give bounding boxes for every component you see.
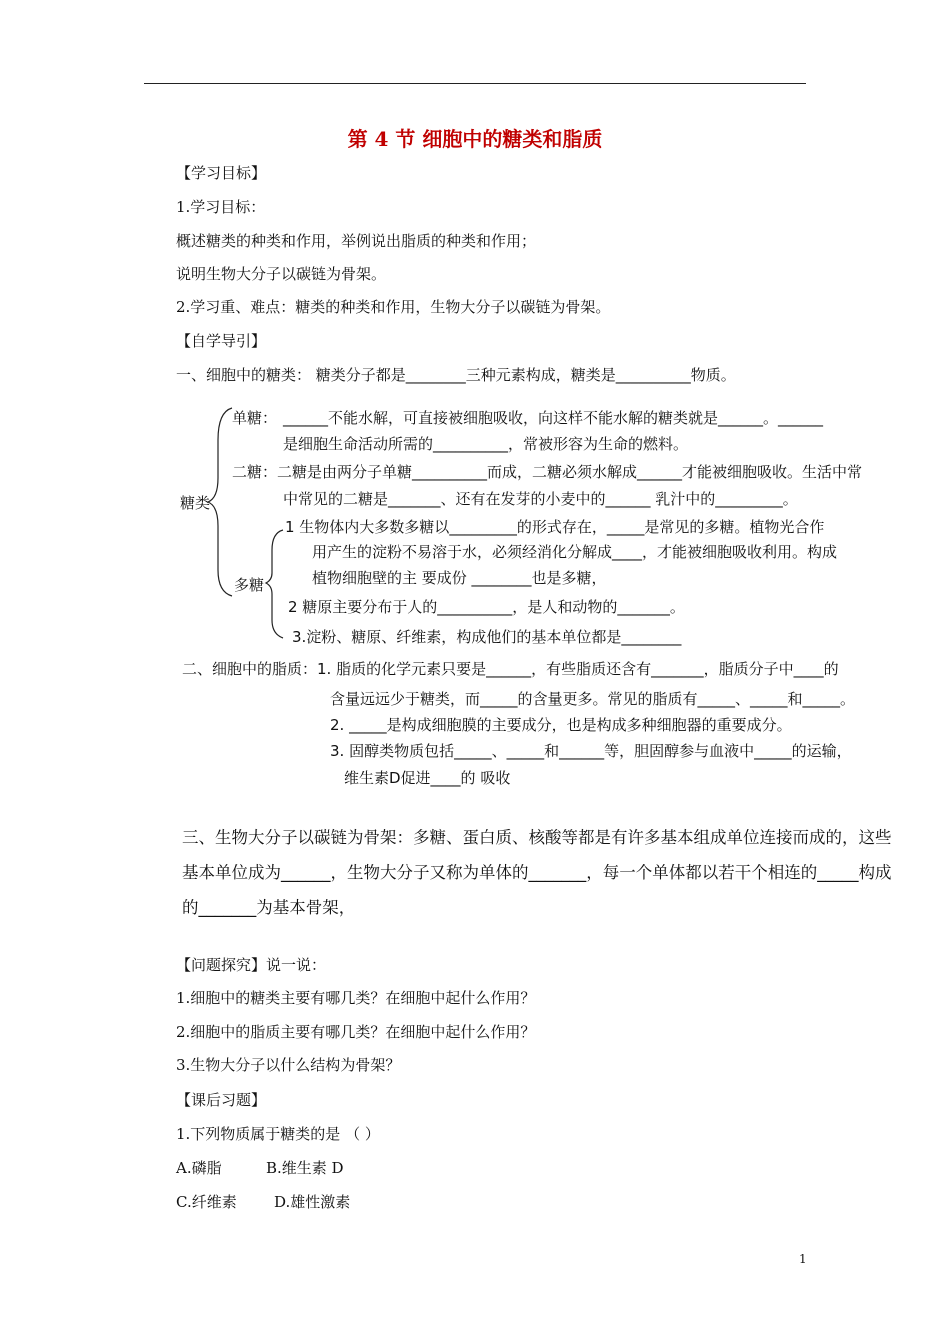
objectives-line-2: 概述糖类的种类和作用，举例说出脂质的种类和作用； bbox=[176, 232, 537, 250]
poly-label: 多糖 bbox=[234, 576, 265, 594]
inquiry-q1: 1.细胞中的糖类主要有哪几类？在细胞中起什么作用？ bbox=[176, 989, 536, 1007]
inquiry-q3: 3.生物大分子以什么结构为骨架？ bbox=[176, 1056, 401, 1074]
di-line-2: 中常见的二糖是_______、还有在发芽的小麦中的______ 乳汁中的_________。 bbox=[283, 490, 798, 508]
di-line-1: 二糖：二糖是由两分子单糖__________而成，二糖必须水解成______才能被细胞吸收。生活中常 bbox=[232, 463, 863, 481]
poly-line-3: 植物细胞壁的主 要成份 ________也是多糖， bbox=[312, 569, 607, 587]
objectives-heading: 【学习目标】 bbox=[176, 164, 267, 182]
lipid-line-5: 维生素D促进____的 吸收 bbox=[344, 769, 511, 787]
mono-line-2: 是细胞生命活动所需的__________，常被形容为生命的燃料。 bbox=[283, 435, 689, 453]
option-d: D.雄性激素 bbox=[274, 1193, 351, 1211]
lipid-line-1: 二、细胞中的脂质：1. 脂质的化学元素只要是______，有些脂质还含有_______，脂质分子中____的 bbox=[182, 660, 839, 678]
poly-line-4: 2 糖原主要分布于人的__________，是人和动物的_______。 bbox=[288, 598, 685, 616]
exercise-heading: 【课后习题】 bbox=[176, 1091, 267, 1109]
lipid-line-3: 2. _____是构成细胞膜的主要成分，也是构成多种细胞器的重要成分。 bbox=[330, 716, 792, 734]
guide-heading: 【自学导引】 bbox=[176, 332, 267, 350]
sugar-intro: 一、细胞中的糖类： 糖类分子都是________三种元素构成，糖类是__________物质。 bbox=[176, 366, 736, 384]
page-number: 1 bbox=[799, 1252, 807, 1266]
inquiry-heading: 【问题探究】说一说： bbox=[176, 956, 327, 974]
exercise-q1: 1.下列物质属于糖类的是 （ ） bbox=[176, 1125, 380, 1143]
option-b: B.维生素 D bbox=[266, 1159, 344, 1177]
objectives-line-1: 1.学习目标： bbox=[176, 198, 266, 216]
poly-line-2: 用产生的淀粉不易溶于水，必须经消化分解成____，才能被细胞吸收利用。构成 bbox=[312, 543, 838, 561]
mono-line-1: ______不能水解，可直接被细胞吸收，向这样不能水解的糖类就是______。______ bbox=[283, 409, 824, 427]
objectives-line-3: 说明生物大分子以碳链为骨架。 bbox=[176, 265, 387, 283]
option-c: C.纤维素 bbox=[176, 1193, 237, 1211]
macro-line-3: 的_______为基本骨架， bbox=[182, 898, 356, 917]
objectives-line-4: 2.学习重、难点：糖类的种类和作用，生物大分子以碳链为骨架。 bbox=[176, 298, 611, 316]
lipid-line-4: 3. 固醇类物质包括_____、_____和______等，胆固醇参与血液中_____的运输， bbox=[330, 742, 852, 760]
sugar-brace-label: 糖类 bbox=[180, 494, 211, 512]
lipid-line-2: 含量远远少于糖类，而_____的含量更多。常见的脂质有_____、_____和_____。 bbox=[330, 690, 856, 708]
page-title: 第 4 节 细胞中的糖类和脂质 bbox=[347, 127, 603, 151]
option-a: A.磷脂 bbox=[176, 1159, 222, 1177]
inquiry-q2: 2.细胞中的脂质主要有哪几类？在细胞中起什么作用？ bbox=[176, 1023, 536, 1041]
mono-label: 单糖： bbox=[232, 409, 278, 427]
macro-line-2: 基本单位成为______，生物大分子又称为单体的_______，每一个单体都以若干个相连的_____构成 bbox=[182, 863, 892, 882]
macro-line-1: 三、生物大分子以碳链为骨架：多糖、蛋白质、核酸等都是有许多基本组成单位连接而成的，这些 bbox=[182, 828, 892, 847]
poly-line-1: 1 生物体内大多数多糖以_________的形式存在，_____是常见的多糖。植物光合作 bbox=[285, 518, 825, 536]
poly-line-5: 3.淀粉、糖原、纤维素，构成他们的基本单位都是________ bbox=[292, 628, 682, 646]
